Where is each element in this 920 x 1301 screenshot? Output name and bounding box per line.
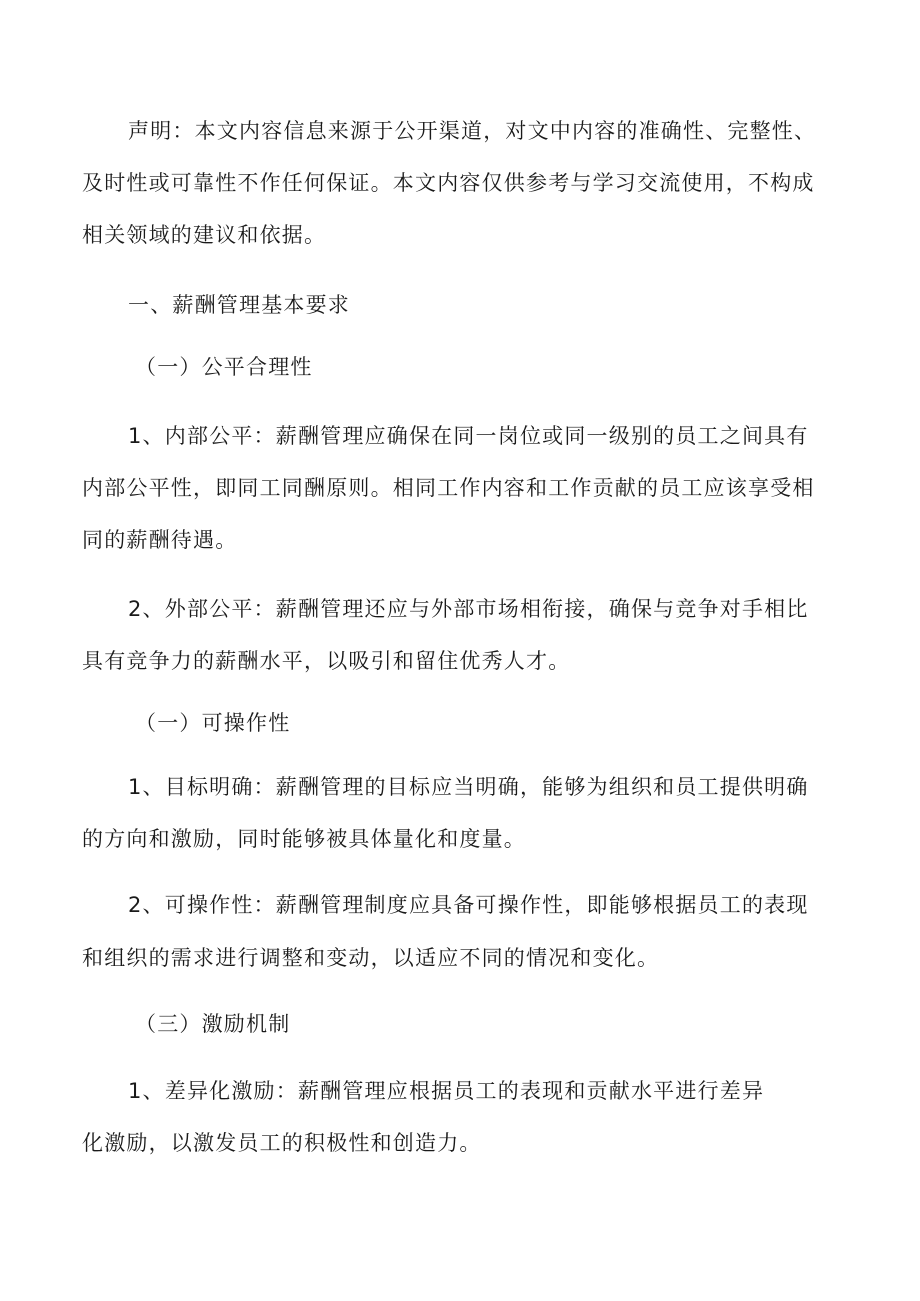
subsection-heading-fairness: （一）公平合理性 bbox=[135, 355, 313, 379]
paragraph-line: 化激励，以激发员工的积极性和创造力。 bbox=[82, 1131, 482, 1155]
paragraph-line: 1、目标明确：薪酬管理的目标应当明确，能够为组织和员工提供明确 bbox=[128, 775, 809, 799]
disclaimer-line-1: 声明：本文内容信息来源于公开渠道，对文中内容的准确性、完整性、 bbox=[128, 119, 817, 143]
paragraph-line: 的方向和激励，同时能够被具体量化和度量。 bbox=[82, 827, 526, 851]
paragraph-line: 2、外部公平：薪酬管理还应与外部市场相衔接，确保与竞争对手相比 bbox=[128, 597, 809, 621]
subsection-heading-incentive: （三）激励机制 bbox=[135, 1012, 291, 1036]
paragraph-line: 和组织的需求进行调整和变动，以适应不同的情况和变化。 bbox=[82, 946, 660, 970]
paragraph-line: 同的薪酬待遇。 bbox=[82, 528, 238, 552]
paragraph-line: 1、内部公平：薪酬管理应确保在同一岗位或同一级别的员工之间具有 bbox=[128, 424, 809, 448]
paragraph-line: 具有竞争力的薪酬水平，以吸引和留住优秀人才。 bbox=[82, 649, 571, 673]
disclaimer-line-3: 相关领域的建议和依据。 bbox=[82, 223, 327, 247]
paragraph-line: 1、差异化激励：薪酬管理应根据员工的表现和贡献水平进行差异 bbox=[128, 1079, 765, 1103]
subsection-heading-operability: （一）可操作性 bbox=[135, 711, 291, 735]
disclaimer-line-2: 及时性或可靠性不作任何保证。本文内容仅供参考与学习交流使用，不构成 bbox=[82, 171, 815, 195]
section-heading: 一、薪酬管理基本要求 bbox=[128, 293, 350, 317]
paragraph-line: 内部公平性，即同工同酬原则。相同工作内容和工作贡献的员工应该享受相 bbox=[82, 476, 815, 500]
paragraph-line: 2、可操作性：薪酬管理制度应具备可操作性，即能够根据员工的表现 bbox=[128, 893, 809, 917]
